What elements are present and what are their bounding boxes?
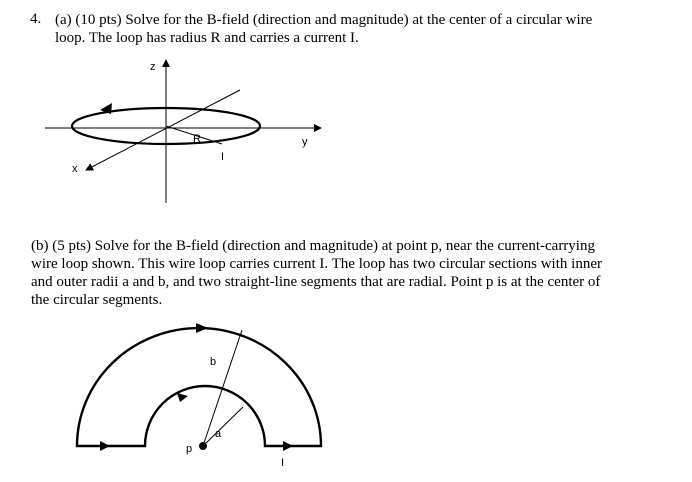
point-p-label: p xyxy=(186,443,193,455)
z-label: z xyxy=(150,61,156,73)
radius-a-line xyxy=(203,407,243,446)
part-a-line-2: loop. The loop has radius R and carries a current I. xyxy=(55,30,359,46)
left-segment-arrow xyxy=(100,441,110,451)
current-label-b: I xyxy=(281,457,285,469)
point-p xyxy=(199,442,207,450)
figure-a xyxy=(45,60,321,203)
inner-radius-label: a xyxy=(215,428,222,440)
part-b-line-4: the circular segments. xyxy=(31,292,163,308)
part-b-line-1: (b) (5 pts) Solve for the B-field (direction and magnitude) at point p, near the current-carrying xyxy=(31,238,595,254)
radius-b-line xyxy=(203,330,242,446)
part-b-line-2: wire loop shown. This wire loop carries current I. The loop has two circular sections with inner xyxy=(31,256,602,272)
figure-b xyxy=(77,323,321,469)
x-axis xyxy=(86,90,240,170)
annulus-wire xyxy=(77,328,321,446)
inner-arc-arrow xyxy=(177,393,188,402)
current-label-a: I xyxy=(221,151,225,163)
outer-arc-arrow xyxy=(196,323,208,333)
radius-label: R xyxy=(193,133,201,145)
part-b-line-3: and outer radii a and b, and two straight-line segments that are radial. Point p is at the center of xyxy=(31,274,601,290)
part-a-line-1: (a) (10 pts) Solve for the B-field (direction and magnitude) at the center of a circular wire xyxy=(55,12,593,28)
right-segment-arrow xyxy=(283,441,293,451)
outer-radius-label: b xyxy=(210,356,217,368)
x-label: x xyxy=(72,163,78,175)
problem-number: 4. xyxy=(30,11,42,27)
y-label: y xyxy=(302,136,308,148)
